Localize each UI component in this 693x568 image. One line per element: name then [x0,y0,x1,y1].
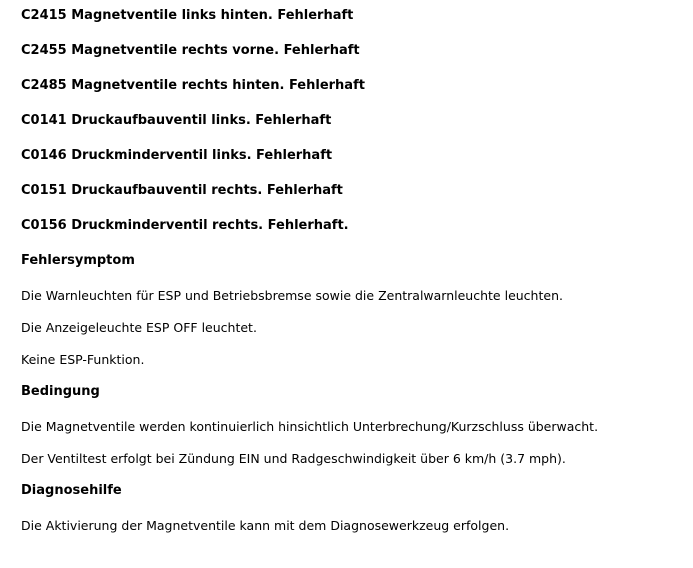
symptom-paragraph-2: Die Anzeigeleuchte ESP OFF leuchtet. [21,320,257,335]
fault-code-c0151: C0151 Druckaufbauventil rechts. Fehlerhaft [21,183,343,198]
fault-code-c0141: C0141 Druckaufbauventil links. Fehlerhaft [21,113,332,128]
heading-diagnosehilfe: Diagnosehilfe [21,483,122,498]
fault-code-c2485: C2485 Magnetventile rechts hinten. Fehlerhaft [21,78,365,93]
symptom-paragraph-1: Die Warnleuchten für ESP und Betriebsbremse sowie die Zentralwarnleuchte leuchten. [21,288,563,303]
heading-fehlersymptom: Fehlersymptom [21,253,135,268]
fault-code-c2455: C2455 Magnetventile rechts vorne. Fehlerhaft [21,43,360,58]
heading-bedingung: Bedingung [21,384,100,399]
diagnosis-paragraph-1: Die Aktivierung der Magnetventile kann mit dem Diagnosewerkzeug erfolgen. [21,518,510,533]
fault-code-c2415: C2415 Magnetventile links hinten. Fehlerhaft [21,8,354,23]
symptom-paragraph-3: Keine ESP-Funktion. [21,352,145,367]
condition-paragraph-1: Die Magnetventile werden kontinuierlich hinsichtlich Unterbrechung/Kurzschluss überwacht. [21,419,599,434]
condition-paragraph-2: Der Ventiltest erfolgt bei Zündung EIN und Radgeschwindigkeit über 6 km/h (3.7 mph). [21,451,566,466]
fault-code-c0146: C0146 Druckminderventil links. Fehlerhaft [21,148,333,163]
fault-code-c0156: C0156 Druckminderventil rechts. Fehlerhaft. [21,218,349,233]
